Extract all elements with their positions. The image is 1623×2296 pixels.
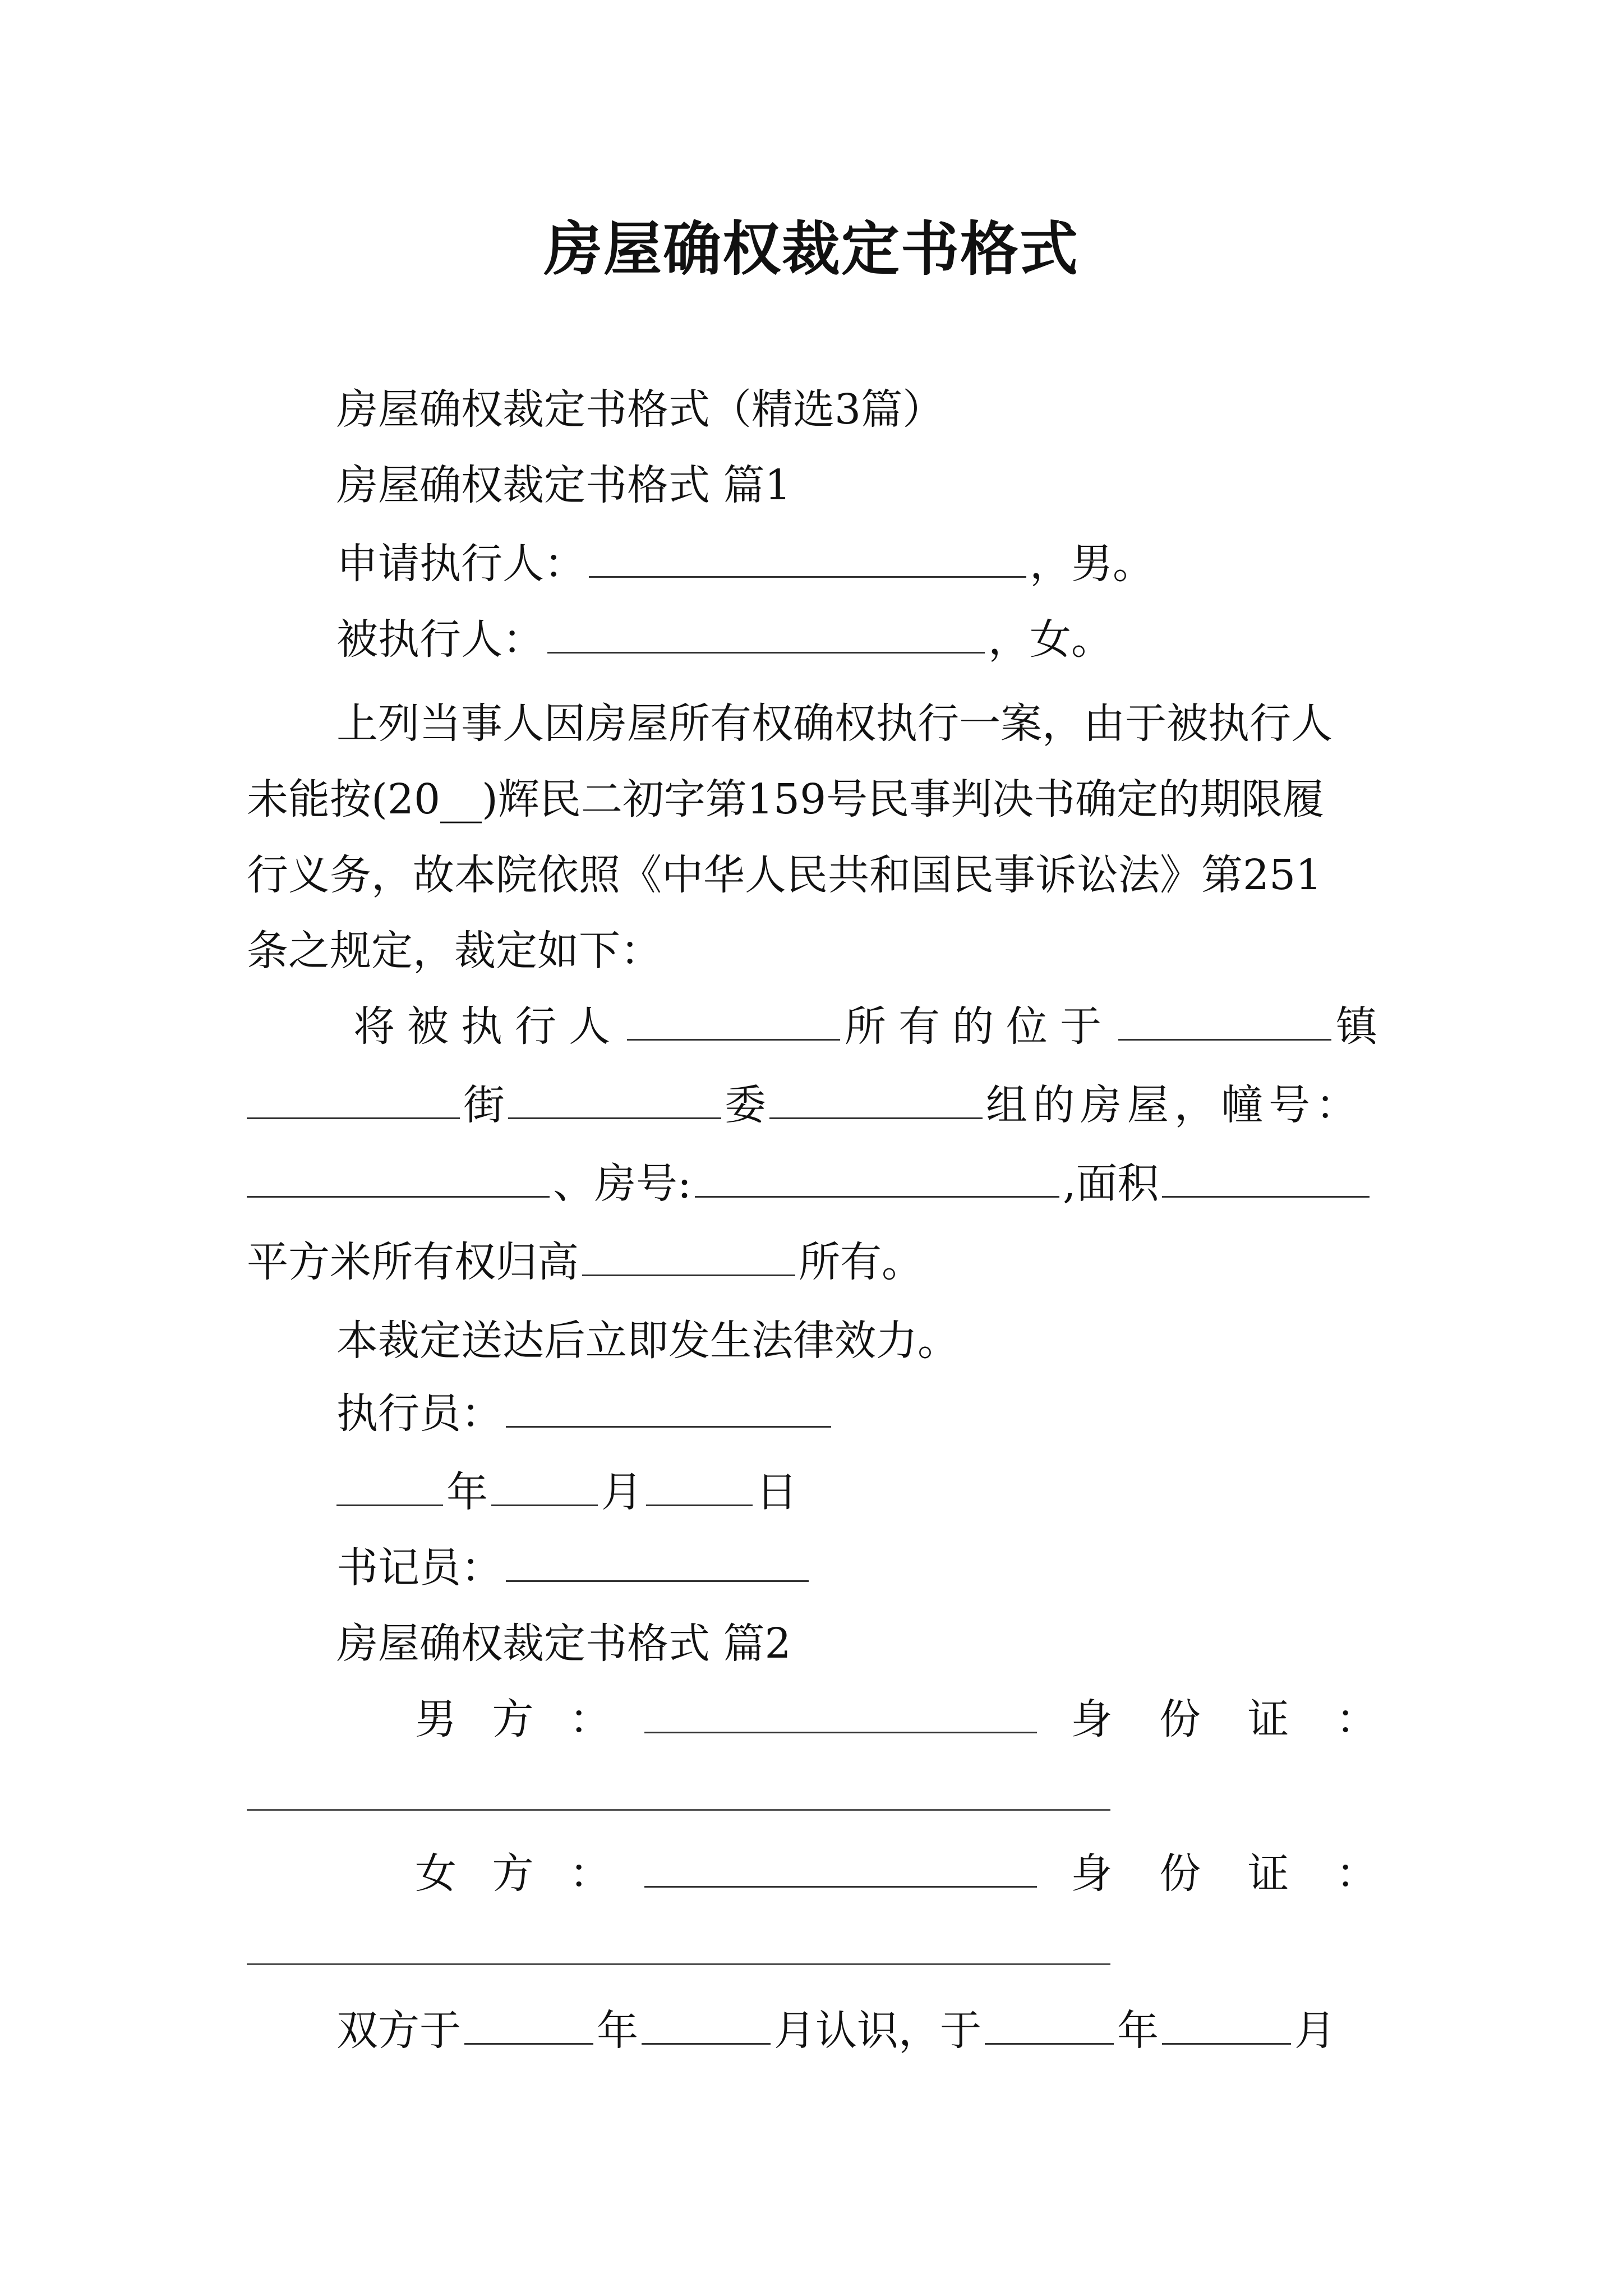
executor-label: 执行员： [336,1389,502,1438]
effect-line: 本裁定送达后立即发生法律效力。 [336,1317,959,1365]
ruling-l1-c: 镇 [1336,1002,1377,1051]
clerk-line [336,1540,812,1596]
ruling-line3 [247,1156,1373,1212]
applicant-line [336,536,1154,592]
town-blank[interactable] [1118,1000,1331,1041]
ruling-line4 [247,1234,923,1290]
owner-name-blank[interactable] [582,1235,795,1276]
meet-year-blank[interactable] [464,2004,593,2045]
male-line [415,1691,1377,1747]
female-name-blank[interactable] [644,1847,1037,1888]
ruling-l3-b: ,面积 [1062,1159,1159,1208]
ruling-l1-a: 将被执行人 [353,1002,623,1051]
applicant-blank[interactable] [589,537,1026,578]
respondent-label: 被执行人： [336,615,544,664]
ruling-l1-b: 所有的位于 [845,1002,1114,1051]
document-title: 房屋确权裁定书格式 [543,215,1079,283]
date-line [336,1464,797,1520]
committee-blank[interactable] [508,1078,721,1119]
day-label: 日 [756,1468,797,1516]
executor-line [336,1386,834,1442]
clerk-blank[interactable] [506,1541,809,1582]
meet-month-blank[interactable] [642,2004,771,2045]
female-id-blank[interactable] [247,1963,1110,1965]
male-name-blank[interactable] [644,1692,1037,1733]
year-blank[interactable] [336,1465,443,1506]
ruling-line2 [247,1077,1363,1133]
street-blank[interactable] [247,1078,460,1119]
para1-line2: 未能按(20__)辉民二初字第159号民事判决书确定的期限履 [247,775,1325,823]
applicant-suffix: ，男。 [1030,540,1154,588]
acquaint-line [336,2003,1336,2059]
male-id-blank[interactable] [247,1809,1110,1811]
intro-line: 房屋确权裁定书格式（精选3篇） [336,385,944,434]
day-blank[interactable] [646,1465,753,1506]
ruling-l4-b: 所有。 [799,1238,923,1286]
acquaint-year2: 年 [1117,2007,1159,2055]
ruling-line1 [353,999,1377,1055]
para1-line3: 行义务，故本院依照《中华人民共和国民事诉讼法》第251 [247,851,1322,899]
area-blank[interactable] [1162,1157,1370,1198]
clerk-label: 书记员： [336,1544,502,1592]
acquaint-a: 双方于 [336,2007,461,2055]
part1-heading: 房屋确权裁定书格式 篇1 [336,461,791,509]
ruling-l4-a: 平方米所有权归高 [247,1238,579,1286]
acquaint-month2: 月 [1294,2007,1336,2055]
para1-line1: 上列当事人因房屋所有权确权执行一案，由于被执行人 [336,700,1332,748]
ruling-l3-a: 、房号: [553,1159,691,1208]
month-blank[interactable] [491,1465,598,1506]
month-label: 月 [601,1468,643,1516]
room-no-blank[interactable] [695,1157,1059,1198]
acquaint-b: 月认识，于 [774,2007,981,2055]
para1-line4: 条之规定，裁定如下： [247,927,662,975]
ruling-l2-c: 组的房屋，幢号： [986,1081,1363,1129]
female-id-label: 身 份 证 ： [1071,1849,1377,1898]
acquaint-year: 年 [597,2007,638,2055]
part2-heading: 房屋确权裁定书格式 篇2 [336,1619,791,1668]
male-label: 男 方 ： [415,1695,611,1743]
male-id-label: 身 份 证 ： [1071,1695,1377,1743]
executor-blank[interactable] [506,1387,831,1428]
applicant-label: 申请执行人： [336,540,585,588]
ruling-l2-a: 街 [463,1081,505,1129]
group-blank[interactable] [769,1078,983,1119]
respondent-line [336,611,1113,668]
second-month-blank[interactable] [1162,2004,1291,2045]
female-line [415,1846,1377,1902]
building-no-blank[interactable] [247,1157,550,1198]
year-label: 年 [446,1468,488,1516]
second-year-blank[interactable] [985,2004,1114,2045]
ruling-l2-b: 委 [725,1081,766,1129]
female-label: 女 方 ： [415,1849,611,1898]
respondent-blank[interactable] [547,613,985,654]
respondent-suffix: ，女。 [988,615,1113,664]
owner-blank[interactable] [627,1000,840,1041]
